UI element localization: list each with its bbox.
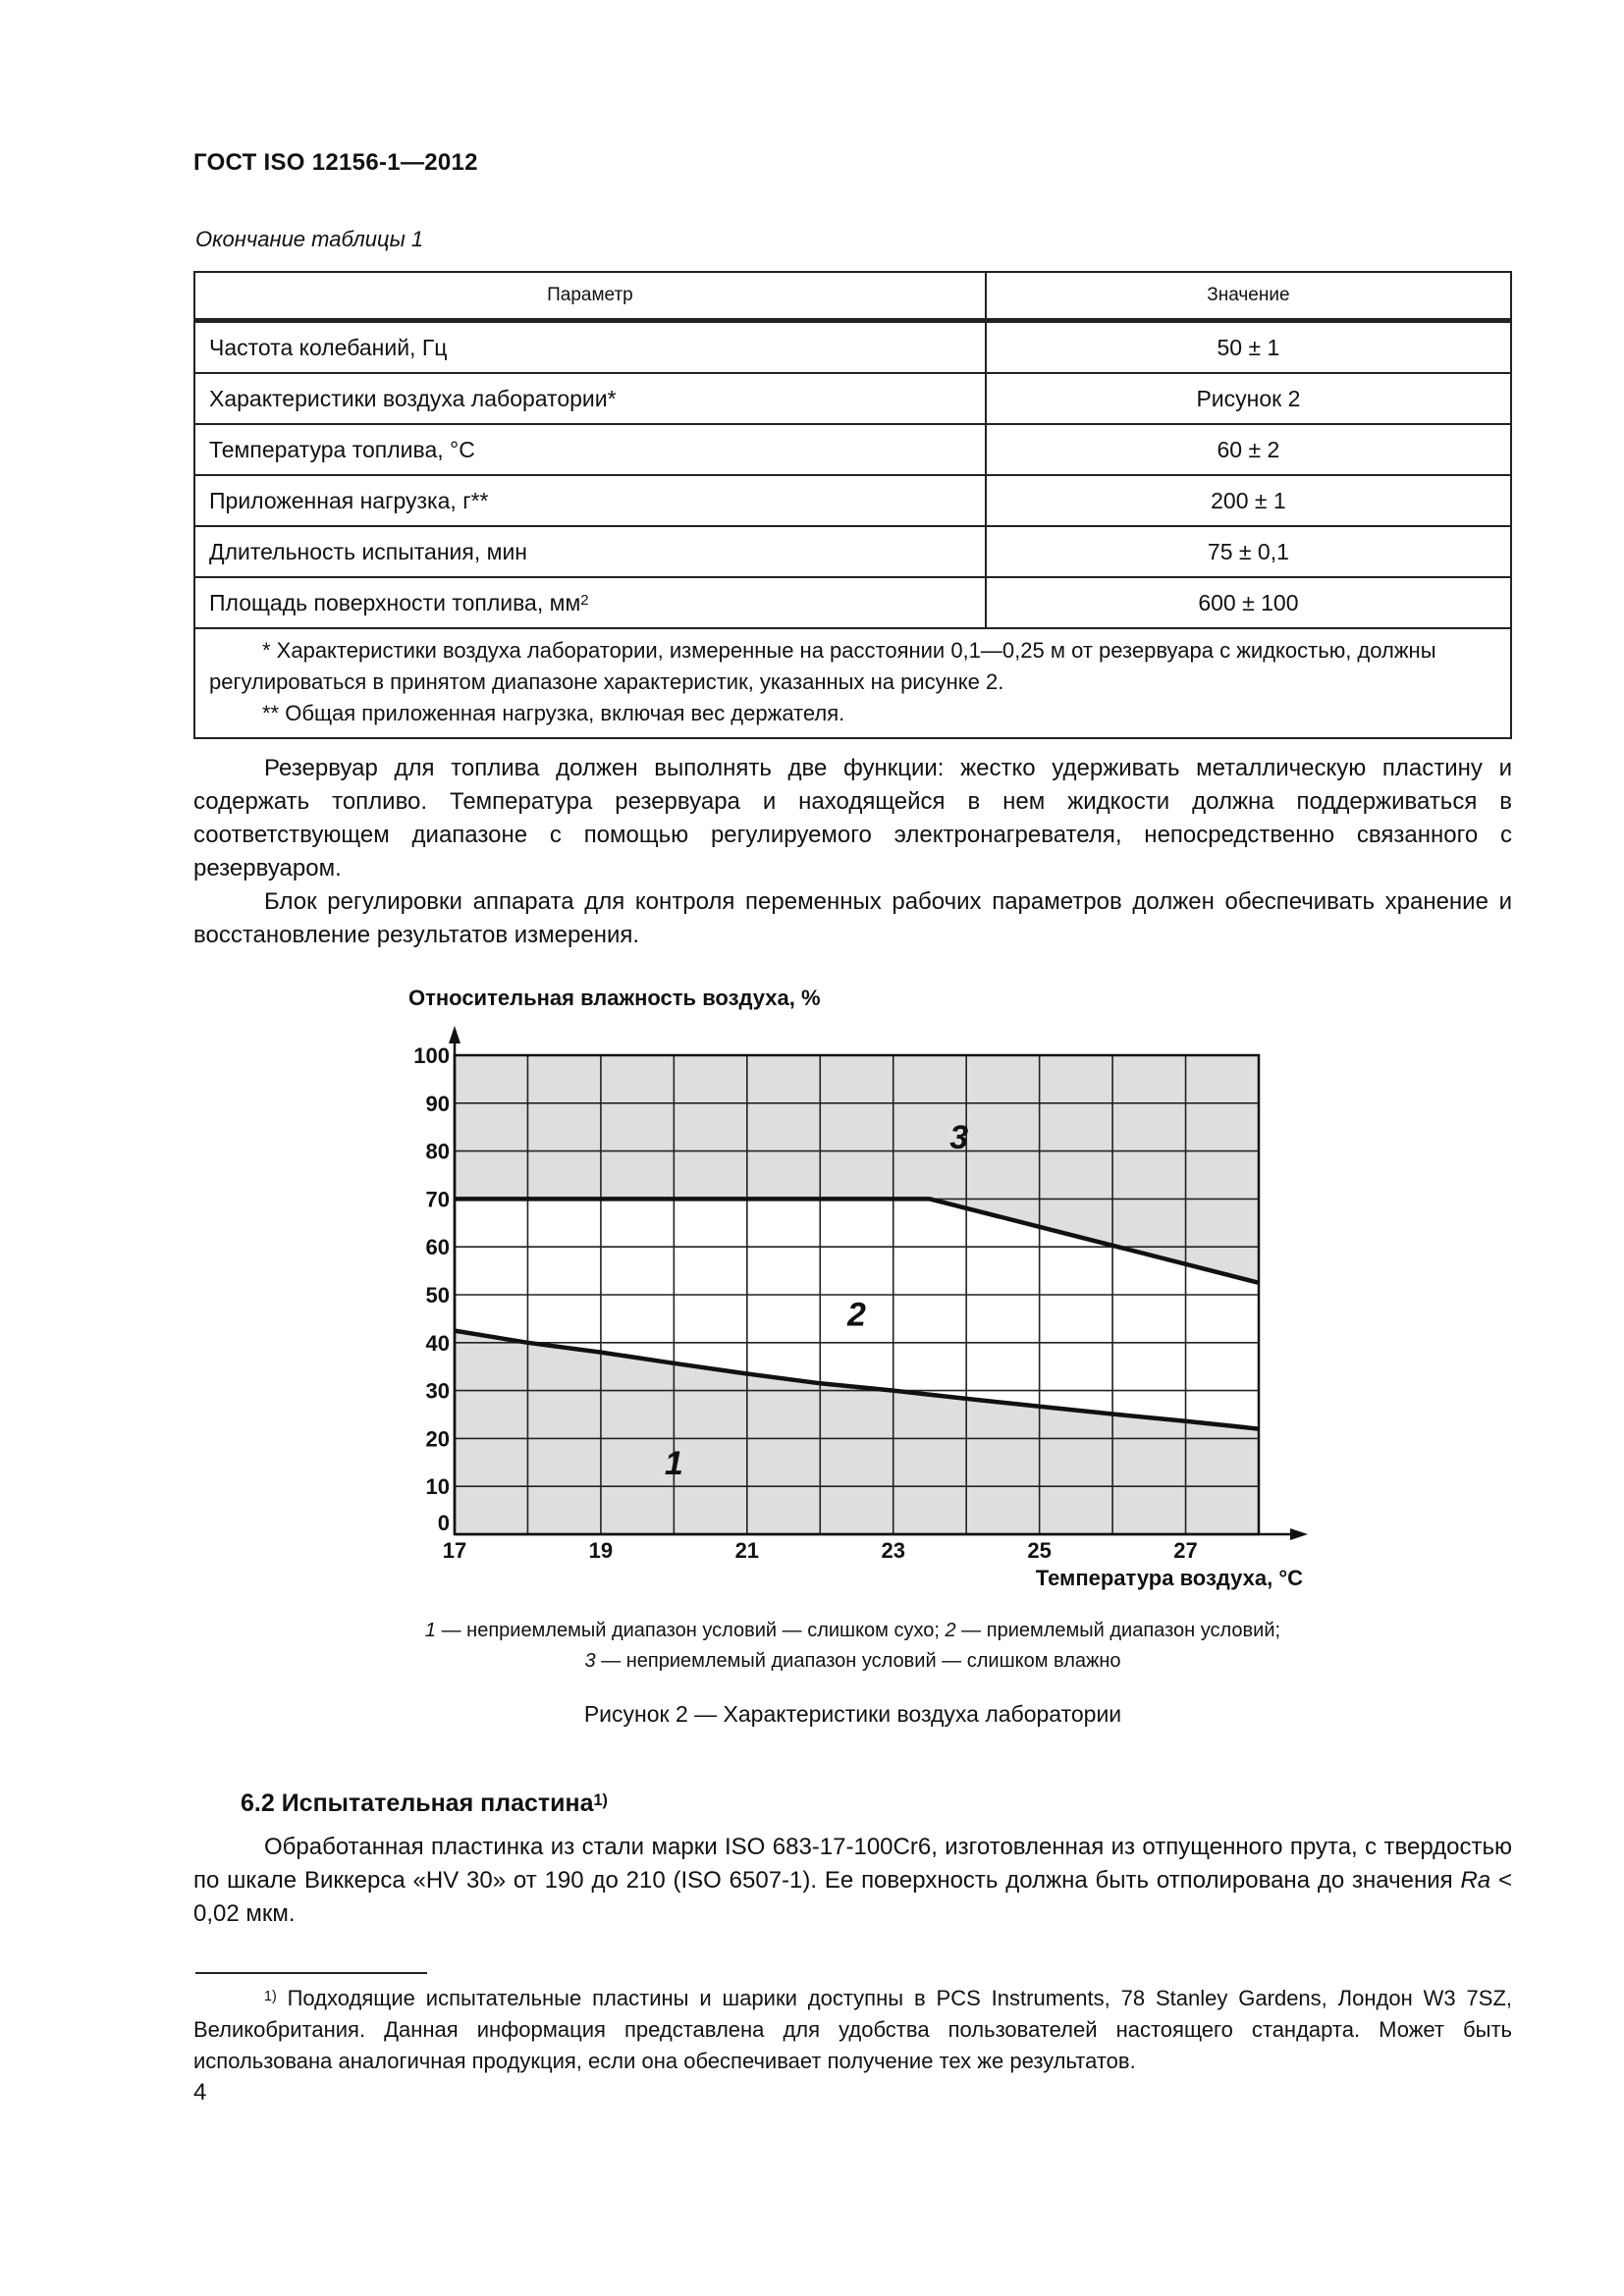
y-tick-label: 0 <box>437 1511 450 1535</box>
value-cell: Рисунок 2 <box>986 373 1511 424</box>
y-tick-label: 90 <box>425 1091 450 1116</box>
y-tick-label: 50 <box>425 1283 450 1308</box>
x-axis-title: Температура воздуха, °С <box>1035 1566 1303 1590</box>
value-cell: 600 ± 100 <box>986 577 1511 628</box>
value-cell: 60 ± 2 <box>986 424 1511 475</box>
legend-text: — неприемлемый диапазон условий — слишком влажно <box>595 1650 1121 1672</box>
paragraph-text: < 0,02 мкм. <box>193 1867 1513 1927</box>
parameter-text: Площадь поверхности топлива, мм <box>209 589 581 615</box>
value-cell: 200 ± 1 <box>986 475 1511 526</box>
x-tick-label: 17 <box>442 1538 467 1563</box>
parameter-cell: Температура топлива, °С <box>194 424 986 475</box>
y-tick-label: 70 <box>425 1187 450 1212</box>
region-label: 2 <box>847 1296 866 1334</box>
column-header-parameter: Параметр <box>194 272 986 321</box>
footnote-separator <box>195 1972 427 1974</box>
y-tick-label: 20 <box>425 1426 450 1452</box>
figure-legend <box>193 1616 1512 1677</box>
ra-symbol: Ra <box>1460 1867 1491 1894</box>
y-tick-label: 100 <box>413 1043 450 1068</box>
column-header-value: Значение <box>986 272 1511 321</box>
x-tick-label: 19 <box>588 1538 614 1563</box>
footnote-ref: 1) <box>593 1791 608 1810</box>
value-cell: 50 ± 1 <box>986 321 1511 374</box>
y-tick-label: 30 <box>425 1378 450 1404</box>
parameter-cell: Приложенная нагрузка, г** <box>194 475 986 526</box>
legend-number: 3 <box>584 1650 596 1672</box>
legend-number: 2 <box>945 1620 956 1641</box>
y-tick-label: 10 <box>425 1474 450 1500</box>
x-tick-label: 21 <box>734 1538 760 1563</box>
paragraph-control-unit: Блок регулировки аппарата для контроля переменных рабочих параметров должен обеспечивать хранение и восстановление результатов измерения. <box>193 888 1512 948</box>
figure-caption: Рисунок 2 — Характеристики воздуха лаборатории <box>583 1701 1122 1727</box>
page-number: 4 <box>193 2079 207 2106</box>
footnote-text: Подходящие испытательные пластины и шарики доступны в PCS Instruments, 78 Stanley Gardens, Лондон W3 7SZ, Великобритания. Данная информация представлена для удобства пользователей настоящего стандарта. Может быть использована аналогичная продукция, если она обеспечивает получение тех же результатов. <box>193 1986 1512 2073</box>
section-title-text: 6.2 Испытательная пластина <box>241 1789 594 1817</box>
parameter-cell: Длительность испытания, мин <box>194 526 986 577</box>
y-tick-label: 40 <box>425 1330 450 1356</box>
table-note-1: * Характеристики воздуха лаборатории, измеренные на расстоянии 0,1—0,25 м от резервуара с жидкостью, должны регулироваться в принятом диапазоне характеристик, указанных на рисунке 2. <box>209 638 1436 694</box>
x-tick-label: 25 <box>1027 1538 1052 1563</box>
x-tick-label: 27 <box>1173 1538 1198 1563</box>
document-header: ГОСТ ISO 12156-1—2012 <box>193 149 478 176</box>
section-title <box>241 1789 608 1818</box>
parameter-cell: Частота колебаний, Гц <box>194 321 986 374</box>
x-tick-label: 23 <box>881 1538 905 1563</box>
paragraph-text: Обработанная пластинка из стали марки ISO 683-17-100Cr6, изготовленная из отпущенного прута, с твердостью по шкале Виккерса «HV 30» от 190 до 210 (ISO 6507-1). Ее поверхность должна быть отполирована до значения <box>193 1834 1512 1894</box>
legend-number: 1 <box>424 1620 437 1641</box>
region-label: 3 <box>949 1118 969 1156</box>
region-label: 1 <box>664 1444 683 1482</box>
paragraph-reservoir: Резервуар для топлива должен выполнять две функции: жестко удерживать металлическую пластину и содержать топливо. Температура резервуара и находящейся в нем жидкости должна поддерживаться в соответствующем диапазоне с помощью регулируемого электронагревателя, непосредственно связанного с резервуаром. <box>193 755 1512 881</box>
x-axis-arrow <box>1290 1528 1308 1540</box>
y-axis-arrow <box>449 1026 460 1043</box>
y-axis-title: Относительная влажность воздуха, % <box>408 986 821 1010</box>
paragraph-test-plate <box>193 1831 1512 1931</box>
y-tick-label: 80 <box>425 1139 450 1164</box>
value-cell: 75 ± 0,1 <box>986 526 1511 577</box>
superscript: 2 <box>580 592 589 610</box>
table-note-2: ** Общая приложенная нагрузка, включая вес держателя. <box>262 701 845 725</box>
table-caption: Окончание таблицы 1 <box>195 227 424 251</box>
legend-text: — неприемлемый диапазон условий — слишком сухо; <box>436 1620 946 1641</box>
legend-text: — приемлемый диапазон условий; <box>955 1620 1281 1641</box>
legend-line-1 <box>193 1616 1512 1646</box>
footnote <box>193 1983 1512 2077</box>
parameter-cell: Характеристики воздуха лаборатории* <box>194 373 986 424</box>
footnote-marker: 1) <box>264 1989 277 2004</box>
y-tick-label: 60 <box>425 1235 450 1260</box>
legend-line-2 <box>193 1646 1512 1677</box>
